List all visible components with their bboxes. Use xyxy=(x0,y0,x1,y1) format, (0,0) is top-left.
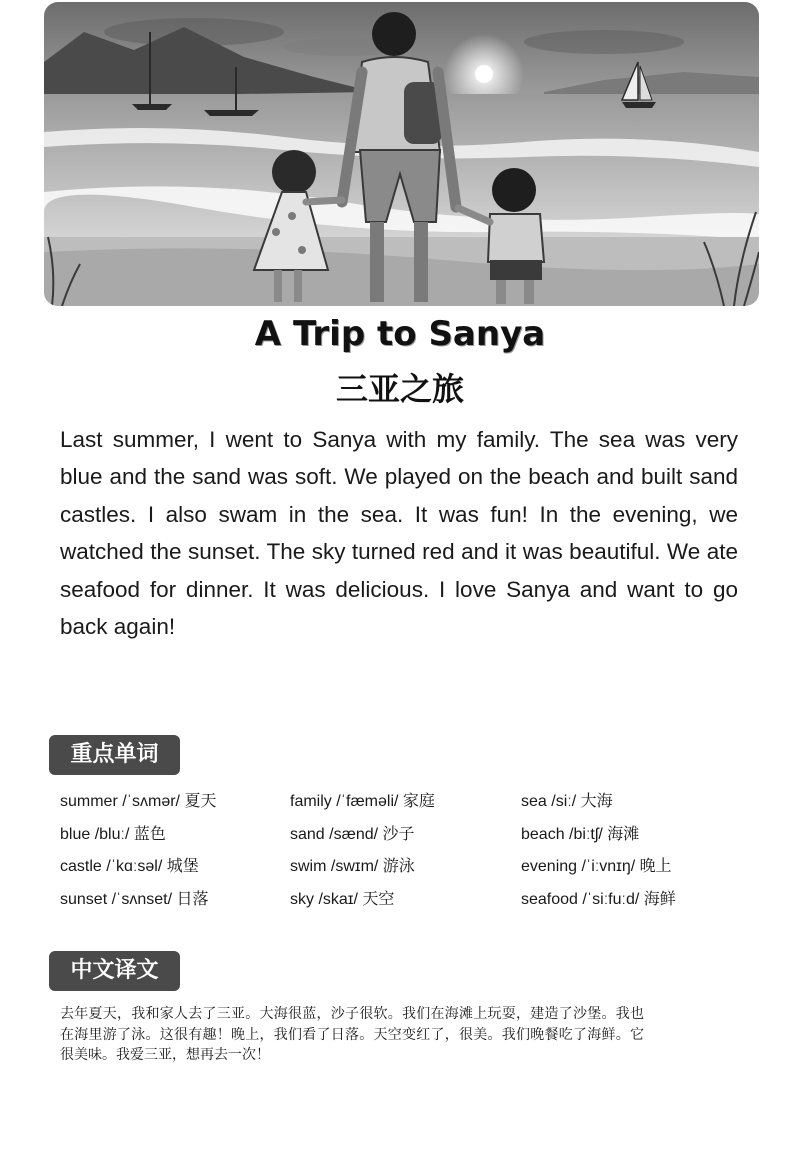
vocab-item: swim /swɪm/ 游泳 xyxy=(290,858,415,876)
vocab-item: sea /siː/ 大海 xyxy=(521,793,613,810)
hero-illustration xyxy=(44,2,759,306)
vocab-item: evening /ˈiːvnɪŋ/ 晚上 xyxy=(521,858,672,876)
vocab-item: sky /skaɪ/ 天空 xyxy=(290,891,395,909)
vocab-item: castle /ˈkɑːsəl/ 城堡 xyxy=(60,858,199,876)
vocab-item: beach /biːtʃ/ 海滩 xyxy=(521,825,640,843)
translation-section-label: 中文译文 xyxy=(49,951,180,991)
title-chinese: 三亚之旅 xyxy=(335,370,464,408)
vocab-item: blue /bluː/ 蓝色 xyxy=(60,825,166,843)
translation-paragraph: 去年夏天，我和家人去了三亚。大海很蓝，沙子很软。我们在海滩上玩耍，建造了沙堡。我也在海里游了泳。这很有趣！晚上，我们看了日落。天空变红了，很美。我们晚餐吃了海鲜。它很美味。我爱三亚，想再去一次！ xyxy=(60,1006,644,1063)
vocab-item: summer /ˈsʌmər/ 夏天 xyxy=(60,793,217,810)
beach-sunset-illustration xyxy=(44,2,759,306)
vocab-item: family /ˈfæməli/ 家庭 xyxy=(290,793,435,810)
vocab-item: sunset /ˈsʌnset/ 日落 xyxy=(60,891,209,909)
vocab-grid xyxy=(60,786,760,917)
story-paragraph: Last summer, I went to Sanya with my family. The sea was very blue and the sand was soft. We played on the beach and built sand castles. I also swam in the sea. It was fun! In the evening, we watched the sunset. The sky turned red and it was beautiful. We ate seafood for dinner. It was delicious. I love Sanya and want to go back again! xyxy=(60,427,738,640)
vocab-section-label: 重点单词 xyxy=(49,735,180,775)
vocab-item: seafood /ˈsiːfuːd/ 海鲜 xyxy=(521,891,676,909)
title-english: A Trip to Sanya xyxy=(254,314,546,354)
vocab-item: sand /sænd/ 沙子 xyxy=(290,825,415,843)
